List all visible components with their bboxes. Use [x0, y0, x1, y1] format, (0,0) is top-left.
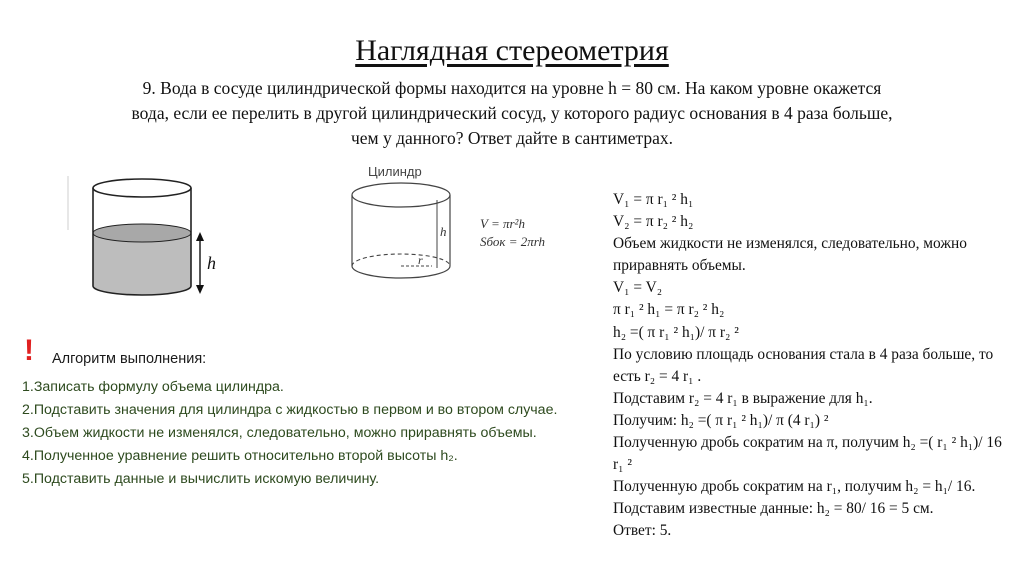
algorithm-steps: [22, 377, 562, 492]
problem-statement: [60, 76, 964, 151]
algorithm-step: 2.Подставить значения для цилиндра с жидкостью в первом и во втором случае.: [22, 402, 558, 418]
solution-line: π r₁ ² h₁ = π r₂ ² h₂: [613, 301, 725, 319]
problem-line: 9. Вода в сосуде цилиндрической формы находится на уровне h = 80 см. На каком уровне окажется: [142, 78, 882, 98]
cylinder-top: [93, 179, 191, 197]
height-label: h: [440, 224, 447, 239]
solution-line: Полученную дробь сократим на π, получим h₂ =( r₁ ² h₁)/ 16 r₁ ²: [613, 434, 1002, 474]
height-label: h: [207, 253, 216, 273]
problem-line: вода, если ее перелить в другой цилиндрический сосуд, у которого радиус основания в 4 раза больше,: [131, 103, 893, 123]
water-bottom: [93, 286, 191, 295]
solution-line: Полученную дробь сократим на r₁, получим h₂ = h₁/ 16.: [613, 478, 976, 496]
radius-label: r: [418, 253, 423, 267]
solution-line: Получим: h₂ =( π r₁ ² h₁)/ π (4 r₁) ²: [613, 411, 829, 429]
solution-line: Подставим r₂ = 4 r₁ в выражение для h₁.: [613, 389, 873, 407]
solution-line: По условию площадь основания стала в 4 раза больше, то есть r₂ = 4 r₁ .: [613, 345, 994, 385]
cylinder-formula-figure: [346, 162, 576, 287]
algorithm-title: Алгоритм выполнения:: [52, 351, 207, 367]
cylinder-bottom: [352, 266, 450, 278]
water-surface: [93, 224, 191, 242]
arrow-head-up: [196, 232, 204, 241]
cylinder-bottom-hidden: [352, 254, 450, 266]
volume-formula: V = πr²h: [480, 216, 525, 231]
slide-title: Наглядная стереометрия: [355, 34, 669, 67]
solution-block: [613, 189, 1013, 543]
figure-caption: Цилиндр: [368, 164, 422, 179]
solution-line: Подставим известные данные: h₂ = 80/ 16 = 5 см.: [613, 500, 934, 518]
solution-answer: Ответ: 5.: [613, 522, 672, 540]
exclamation-icon: !: [24, 334, 34, 367]
problem-line: чем у данного? Ответ дайте в сантиметрах.: [350, 128, 674, 148]
lateral-area-formula: Sбок = 2πrh: [480, 234, 546, 249]
arrow-head-down: [196, 285, 204, 294]
solution-line: V₁ = V₂: [613, 279, 663, 297]
algorithm-step: 5.Подставить данные и вычислить искомую величину.: [22, 471, 380, 487]
solution-line: Объем жидкости не изменялся, следовательно, можно приравнять объемы.: [613, 235, 967, 275]
solution-line: V₁ = π r₁ ² h₁: [613, 191, 694, 208]
solution-line: V₂ = π r₂ ² h₂: [613, 213, 694, 231]
algorithm-step: 3.Объем жидкости не изменялся, следовательно, можно приравнять объемы.: [22, 425, 537, 441]
algorithm-step: 4.Полученное уравнение решить относительно второй высоты h₂.: [22, 448, 458, 464]
solution-line: h₂ =( π r₁ ² h₁)/ π r₂ ²: [613, 323, 739, 341]
water-cylinder-figure: [64, 176, 234, 306]
algorithm-step: 1.Записать формулу объема цилиндра.: [22, 379, 284, 395]
cylinder-top: [352, 183, 450, 207]
